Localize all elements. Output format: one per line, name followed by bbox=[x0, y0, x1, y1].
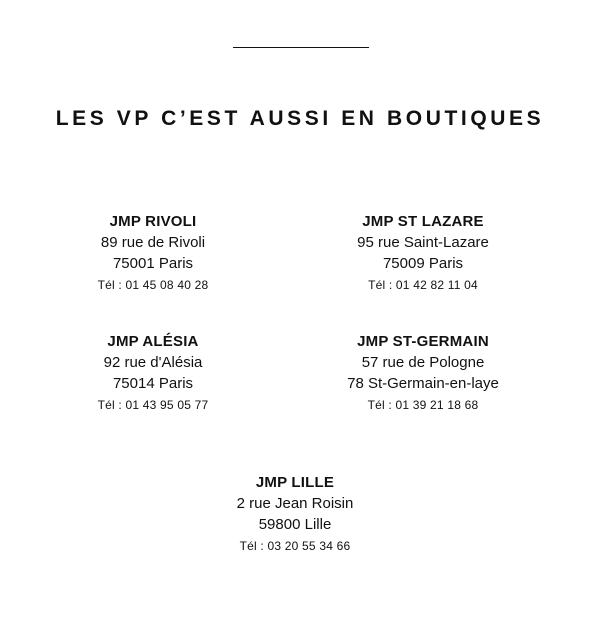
store-phone[interactable]: Tél : 01 45 08 40 28 bbox=[97, 278, 209, 292]
store-phone[interactable]: Tél : 01 42 82 11 04 bbox=[368, 278, 478, 292]
store-phone[interactable]: Tél : 01 39 21 18 68 bbox=[367, 398, 479, 412]
store-card-alesia bbox=[13, 331, 293, 416]
store-address: 92 rue d'Alésia bbox=[103, 354, 203, 371]
top-divider bbox=[233, 47, 369, 48]
store-address: 2 rue Jean Roisin bbox=[236, 495, 354, 512]
section-title: LES VP C’EST AUSSI EN BOUTIQUES bbox=[55, 107, 545, 130]
store-name: JMP ST LAZARE bbox=[362, 213, 484, 230]
store-city: 75001 Paris bbox=[112, 255, 194, 272]
store-city: 78 St-Germain-en-laye bbox=[347, 375, 499, 392]
store-city: 75009 Paris bbox=[382, 255, 464, 272]
store-address: 89 rue de Rivoli bbox=[100, 234, 206, 251]
store-card-lille bbox=[155, 472, 435, 557]
store-city: 59800 Lille bbox=[258, 516, 332, 533]
store-address: 57 rue de Pologne bbox=[361, 354, 485, 371]
store-name: JMP ST-GERMAIN bbox=[357, 333, 489, 350]
store-name: JMP ALÉSIA bbox=[107, 333, 199, 350]
store-address: 95 rue Saint-Lazare bbox=[357, 234, 489, 251]
store-card-st-germain bbox=[283, 331, 563, 416]
store-name: JMP LILLE bbox=[255, 474, 335, 491]
store-phone[interactable]: Tél : 01 43 95 05 77 bbox=[97, 398, 209, 412]
store-city: 75014 Paris bbox=[112, 375, 194, 392]
store-card-rivoli bbox=[13, 211, 293, 296]
store-phone[interactable]: Tél : 03 20 55 34 66 bbox=[239, 539, 351, 553]
store-card-st-lazare bbox=[283, 211, 563, 296]
store-name: JMP RIVOLI bbox=[109, 213, 197, 230]
